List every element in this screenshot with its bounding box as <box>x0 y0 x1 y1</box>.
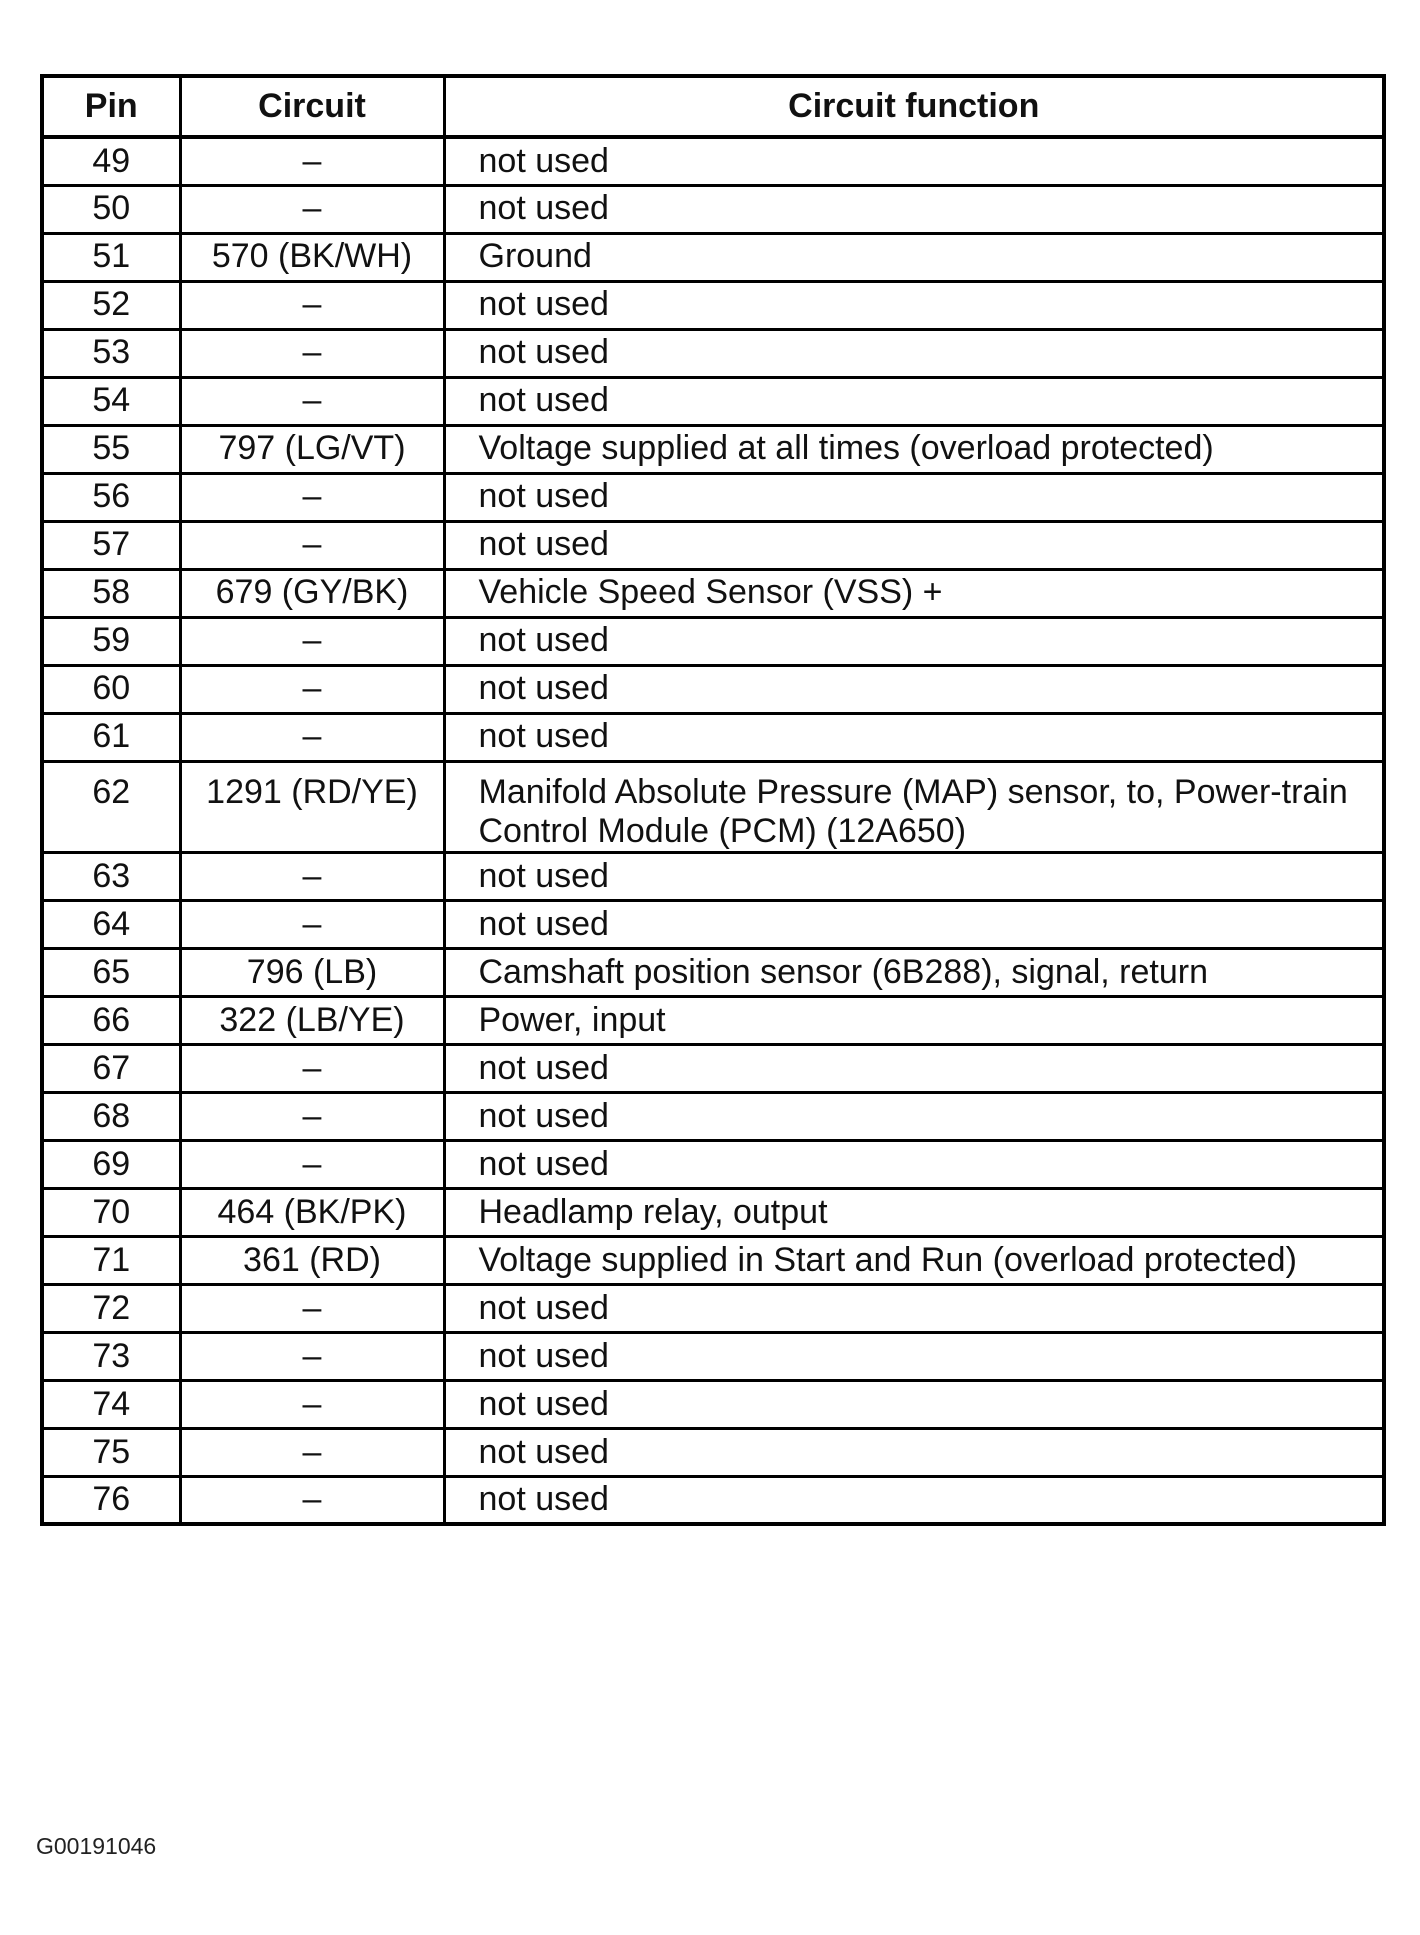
table-row <box>42 521 1384 569</box>
pin-cell: 73 <box>42 1332 180 1380</box>
table-row <box>42 1236 1384 1284</box>
pin-cell: 53 <box>42 329 180 377</box>
table-row <box>42 1332 1384 1380</box>
function-cell: not used <box>444 1380 1384 1428</box>
pin-cell: 71 <box>42 1236 180 1284</box>
function-cell: not used <box>444 1140 1384 1188</box>
pin-cell: 75 <box>42 1428 180 1476</box>
circuit-cell: – <box>180 1044 444 1092</box>
circuit-cell: 679 (GY/BK) <box>180 569 444 617</box>
table-row <box>42 996 1384 1044</box>
table-row <box>42 1476 1384 1524</box>
function-cell: not used <box>444 852 1384 900</box>
pin-cell: 56 <box>42 473 180 521</box>
function-cell: not used <box>444 1044 1384 1092</box>
circuit-cell: – <box>180 713 444 761</box>
pin-circuit-table <box>40 74 1386 1526</box>
circuit-cell: – <box>180 377 444 425</box>
table-row <box>42 1140 1384 1188</box>
circuit-cell: 796 (LB) <box>180 948 444 996</box>
pin-cell: 65 <box>42 948 180 996</box>
circuit-cell: – <box>180 521 444 569</box>
table-row <box>42 377 1384 425</box>
table-row <box>42 852 1384 900</box>
pin-cell: 51 <box>42 233 180 281</box>
function-cell: not used <box>444 617 1384 665</box>
circuit-cell: 1291 (RD/YE) <box>180 761 444 852</box>
pin-cell: 67 <box>42 1044 180 1092</box>
circuit-cell: – <box>180 852 444 900</box>
function-cell: Ground <box>444 233 1384 281</box>
table-row <box>42 713 1384 761</box>
function-cell: not used <box>444 1332 1384 1380</box>
circuit-cell: – <box>180 1332 444 1380</box>
pin-cell: 55 <box>42 425 180 473</box>
function-cell: not used <box>444 473 1384 521</box>
table-row <box>42 1188 1384 1236</box>
pin-cell: 57 <box>42 521 180 569</box>
circuit-cell: 322 (LB/YE) <box>180 996 444 1044</box>
pin-cell: 66 <box>42 996 180 1044</box>
pin-cell: 49 <box>42 137 180 185</box>
circuit-cell: – <box>180 1380 444 1428</box>
figure-code: G00191046 <box>36 1833 157 1859</box>
function-cell: Voltage supplied in Start and Run (overload protected) <box>444 1236 1384 1284</box>
function-cell: Manifold Absolute Pressure (MAP) sensor, to, Power-train Control Module (PCM) (12A650) <box>444 761 1384 852</box>
circuit-cell: – <box>180 1284 444 1332</box>
header-row <box>42 76 1384 137</box>
circuit-cell: – <box>180 1140 444 1188</box>
function-cell: not used <box>444 185 1384 233</box>
pin-cell: 70 <box>42 1188 180 1236</box>
pin-cell: 63 <box>42 852 180 900</box>
pin-cell: 52 <box>42 281 180 329</box>
pin-cell: 60 <box>42 665 180 713</box>
table-row <box>42 761 1384 852</box>
function-cell: Headlamp relay, output <box>444 1188 1384 1236</box>
circuit-function-column-header: Circuit function <box>444 76 1384 137</box>
table-row <box>42 1428 1384 1476</box>
pin-cell: 76 <box>42 1476 180 1524</box>
function-cell: not used <box>444 713 1384 761</box>
table-row <box>42 1380 1384 1428</box>
pin-cell: 54 <box>42 377 180 425</box>
circuit-cell: 797 (LG/VT) <box>180 425 444 473</box>
function-cell: not used <box>444 281 1384 329</box>
pin-cell: 59 <box>42 617 180 665</box>
pin-cell: 69 <box>42 1140 180 1188</box>
circuit-cell: 361 (RD) <box>180 1236 444 1284</box>
function-cell: not used <box>444 1284 1384 1332</box>
pin-cell: 50 <box>42 185 180 233</box>
function-cell: not used <box>444 137 1384 185</box>
function-cell: not used <box>444 329 1384 377</box>
function-cell: not used <box>444 1092 1384 1140</box>
table-row <box>42 948 1384 996</box>
circuit-cell: – <box>180 1092 444 1140</box>
table-row <box>42 1092 1384 1140</box>
function-cell: not used <box>444 521 1384 569</box>
pin-cell: 74 <box>42 1380 180 1428</box>
circuit-cell: 464 (BK/PK) <box>180 1188 444 1236</box>
circuit-cell: – <box>180 329 444 377</box>
pin-cell: 68 <box>42 1092 180 1140</box>
function-cell: not used <box>444 665 1384 713</box>
circuit-cell: – <box>180 1428 444 1476</box>
table-row <box>42 1044 1384 1092</box>
function-cell: Vehicle Speed Sensor (VSS) + <box>444 569 1384 617</box>
circuit-cell: 570 (BK/WH) <box>180 233 444 281</box>
table-row <box>42 473 1384 521</box>
circuit-cell: – <box>180 473 444 521</box>
table-row <box>42 233 1384 281</box>
function-cell: Voltage supplied at all times (overload protected) <box>444 425 1384 473</box>
table-row <box>42 425 1384 473</box>
table-row <box>42 329 1384 377</box>
table-row <box>42 900 1384 948</box>
function-cell: not used <box>444 1476 1384 1524</box>
table-row <box>42 185 1384 233</box>
circuit-cell: – <box>180 281 444 329</box>
pin-cell: 62 <box>42 761 180 852</box>
circuit-cell: – <box>180 665 444 713</box>
pin-cell: 64 <box>42 900 180 948</box>
function-cell: Power, input <box>444 996 1384 1044</box>
table-row <box>42 617 1384 665</box>
circuit-cell: – <box>180 185 444 233</box>
table-row <box>42 569 1384 617</box>
table-row <box>42 665 1384 713</box>
table-body <box>42 137 1384 1524</box>
pin-cell: 58 <box>42 569 180 617</box>
pin-cell: 72 <box>42 1284 180 1332</box>
function-cell: Camshaft position sensor (6B288), signal, return <box>444 948 1384 996</box>
function-cell: not used <box>444 900 1384 948</box>
function-cell: not used <box>444 377 1384 425</box>
circuit-cell: – <box>180 900 444 948</box>
circuit-column-header: Circuit <box>180 76 444 137</box>
pin-cell: 61 <box>42 713 180 761</box>
table-row <box>42 1284 1384 1332</box>
circuit-cell: – <box>180 1476 444 1524</box>
function-cell: not used <box>444 1428 1384 1476</box>
table-row <box>42 137 1384 185</box>
table-row <box>42 281 1384 329</box>
circuit-cell: – <box>180 137 444 185</box>
circuit-cell: – <box>180 617 444 665</box>
pin-column-header: Pin <box>42 76 180 137</box>
